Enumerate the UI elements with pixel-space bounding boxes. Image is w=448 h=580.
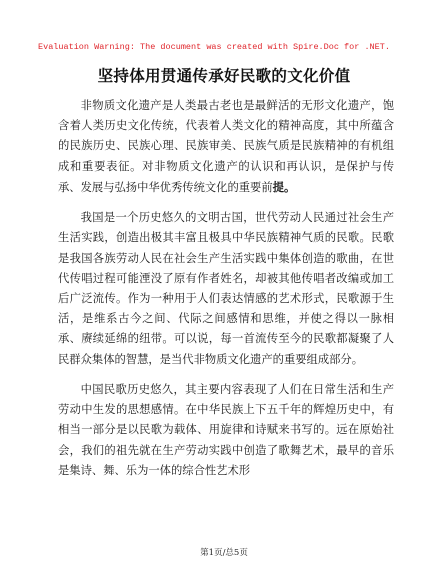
paragraph-3-text: 中国民歌历史悠久，其主要内容表现了人们在日常生活和生产劳动中生发的思想感情。在中华民族上下五千年的辉煌历史中，有相当一部分是以民歌为载体、用旋律和诗赋来书写的。远在原始社会，我们的祖先就在生产劳动实践中创造了歌舞艺术，最早的音乐是集诗、舞、乐为一体的综合性艺术形 (58, 383, 394, 477)
paragraph-2 (58, 208, 394, 370)
paragraph-3 (58, 380, 394, 481)
document-body (58, 96, 394, 481)
page-number-footer: 第1页/总5页 (200, 548, 248, 558)
document-title: 坚持体用贯通传承好民歌的文化价值 (97, 67, 351, 85)
paragraph-1-text: 非物质文化遗产是人类最古老也是最鲜活的无形文化遗产，饱含着人类历史文化传统，代表着人类文化的精神高度，其中所蕴含的民族历史、民族心理、民族审美、民族气质是民族精神的有机组成和重要表征。对非物质文化遗产的认识和再认识，是保护与传承、发展与弘扬中华优秀传统文化的重要前 (58, 99, 394, 194)
paragraph-2-text: 我国是一个历史悠久的文明古国，世代劳动人民通过社会生产生活实践，创造出极其丰富且极具中华民族精神气质的民歌。民歌是我国各族劳动人民在社会生产生活实践中集体创造的歌曲，在世代传唱过程可能湮没了原有作者姓名，却被其他传唱者改编或加工后广泛流传。作为一种用于人们表达情感的艺术形式，民歌源于生活，是维系古今之间、代际之间感情和思维，并使之得以一脉相承、赓续延绵的纽带。可以说，每一首流传至今的民歌都凝聚了人民群众集体的智慧，是当代非物质文化遗产的重要组成部分。 (58, 211, 394, 366)
paragraph-1-tail: 提。 (272, 179, 296, 194)
paragraph-1 (58, 96, 394, 198)
evaluation-watermark: Evaluation Warning: The document was created with Spire.Doc for .NET. (38, 42, 390, 52)
